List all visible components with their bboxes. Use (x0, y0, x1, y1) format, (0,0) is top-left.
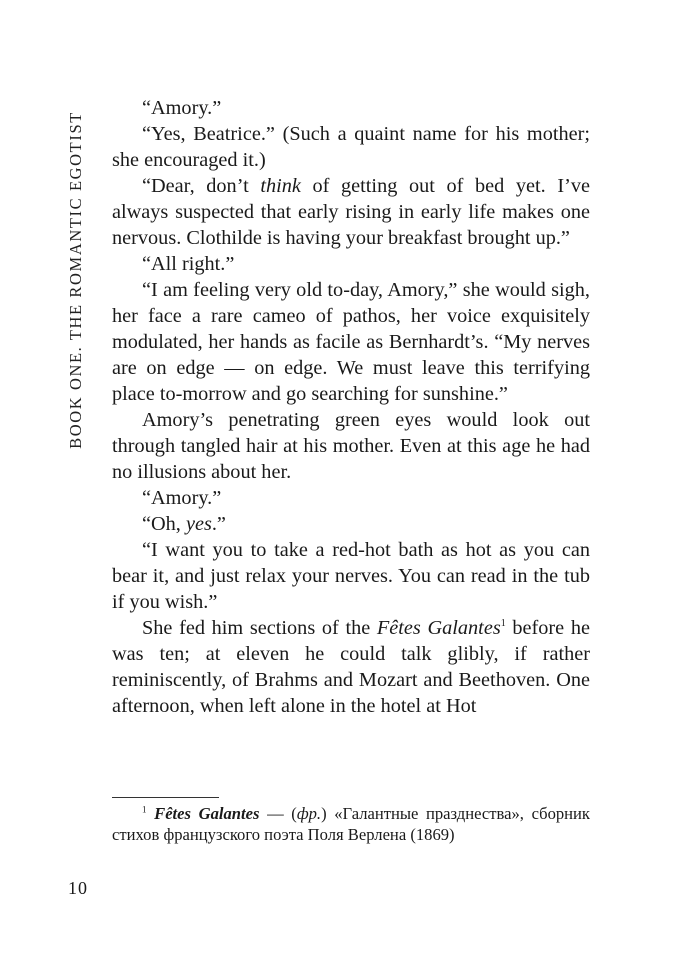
page-number: 10 (68, 878, 88, 898)
text-run: .” (211, 513, 226, 535)
paragraph: “Amory.” (142, 487, 222, 509)
emphasis-title: Fêtes Galantes (376, 617, 501, 639)
footnote-dash: — ( (259, 804, 297, 823)
paragraph (112, 615, 590, 719)
emphasis: yes (185, 513, 212, 535)
text-run: “Oh, (142, 513, 186, 535)
text-run: She fed him sections of the (142, 617, 377, 639)
paragraph (112, 173, 590, 251)
paragraph: “Yes, Beatrice.” (Such a quaint name for his mother; she encouraged it.) (112, 123, 590, 171)
text-run: of getting out of bed yet. I’ve always suspected that early rising in early life makes one nervous. Clothilde is having your breakfast brought up.” (112, 175, 591, 249)
footnote-text: ) «Галантные празднества», сборник стихов французского поэта Поля Верлена (1869) (112, 804, 590, 844)
paragraph: “Amory.” (142, 97, 222, 119)
paragraph (112, 511, 590, 537)
footnote-marker: 1 (142, 804, 147, 815)
paragraph: Amory’s penetrating green eyes would look out through tangled hair at his mother. Even at this age he had no illusions about her. (112, 409, 590, 483)
paragraph: “I want you to take a red-hot bath as hot as you can bear it, and just relax your nerves. You can read in the tub if you wish.” (112, 539, 590, 613)
footnote-divider (112, 797, 219, 798)
footnote-reference[interactable]: 1 (500, 618, 506, 630)
paragraph: “I am feeling very old to-day, Amory,” she would sigh, her face a rare cameo of pathos, her voice exquisitely modulated, her hands as facile as Bernhardt’s. “My nerves are on edge — on edge. We must leave this terrifying place to-morrow and go searching for sunshine.” (112, 279, 590, 405)
body-text (112, 95, 590, 719)
footnote-term: Fêtes Galantes (154, 804, 260, 823)
text-run: “Dear, don’t (142, 175, 261, 197)
text-run: before he was ten; at eleven he could talk glibly, if rather reminiscently, of Brahms and Mozart and Beethoven. One afternoon, when left alone in the hotel at Hot (112, 617, 590, 717)
running-head-text: BOOK ONE. THE ROMANTIC EGOTIST (66, 111, 85, 449)
footnote (112, 803, 590, 845)
paragraph: “All right.” (142, 253, 235, 275)
emphasis: think (260, 175, 301, 197)
footnote-language: фр. (296, 804, 322, 823)
running-head (64, 100, 88, 460)
